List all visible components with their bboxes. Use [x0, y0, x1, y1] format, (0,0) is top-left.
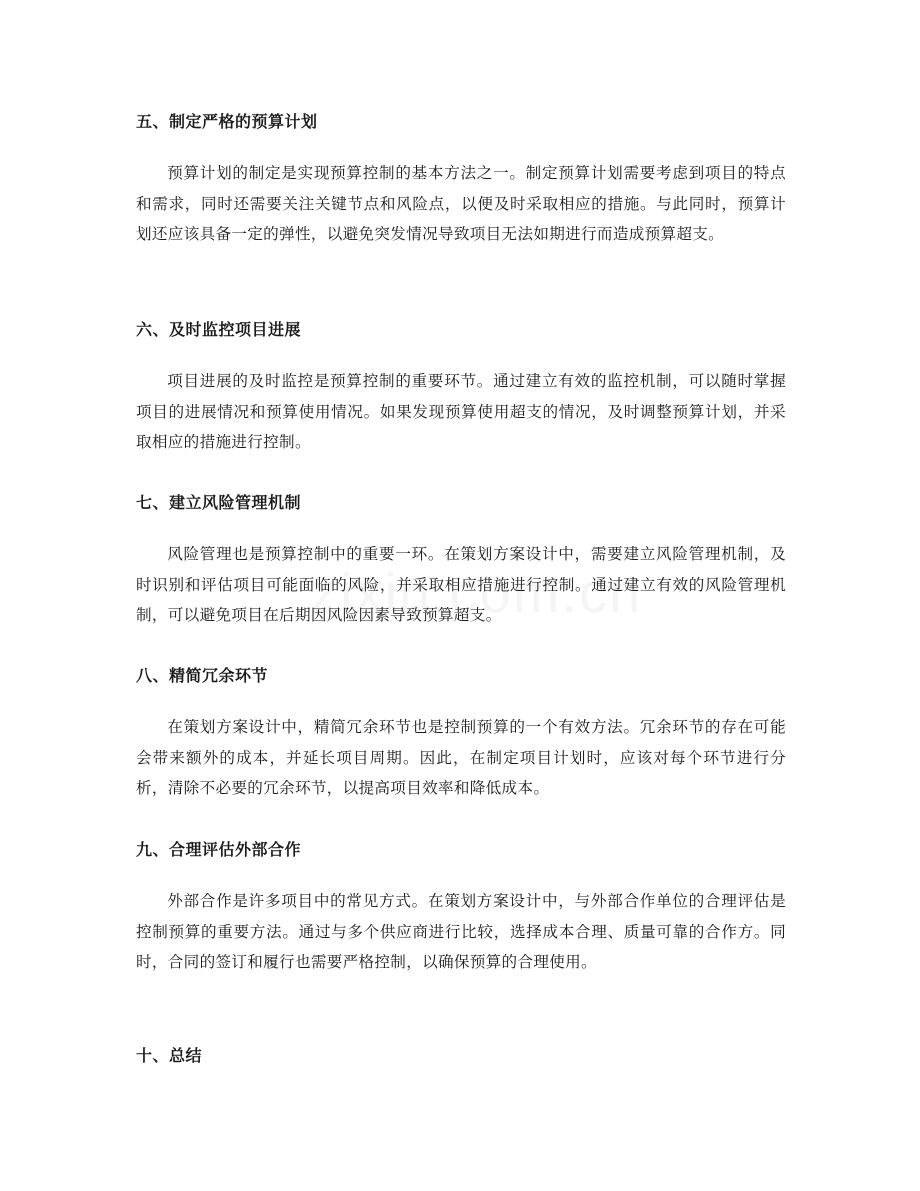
section-paragraph: 风险管理也是预算控制中的重要一环。在策划方案设计中，需要建立风险管理机制，及时识别和评估项目可能面临的风险，并采取相应措施进行控制。通过建立有效的风险管理机制，可以避免项目在后期因风险因素导致预算超支。	[136, 545, 786, 624]
section-10	[136, 1044, 786, 1068]
section-heading: 七、建立风险管理机制	[136, 493, 302, 512]
section-heading: 八、精简冗余环节	[136, 666, 269, 685]
section-paragraph: 外部合作是许多项目中的常见方式。在策划方案设计中，与外部合作单位的合理评估是控制预算的重要方法。通过与多个供应商进行比较，选择成本合理、质量可靠的合作方。同时，合同的签订和履行也需要严格控制，以确保预算的合理使用。	[136, 892, 786, 971]
section-heading: 九、合理评估外部合作	[136, 840, 302, 859]
section-8	[136, 664, 786, 804]
section-paragraph: 在策划方案设计中，精简冗余环节也是控制预算的一个有效方法。冗余环节的存在可能会带来额外的成本，并延长项目周期。因此，在制定项目计划时，应该对每个环节进行分析，清除不必要的冗余环节，以提高项目效率和降低成本。	[136, 718, 786, 797]
section-heading: 五、制定严格的预算计划	[136, 112, 318, 131]
section-paragraph: 预算计划的制定是实现预算控制的基本方法之一。制定预算计划需要考虑到项目的特点和需求，同时还需要关注关键节点和风险点，以便及时采取相应的措施。与此同时，预算计划还应该具备一定的弹性，以避免突发情况导致项目无法如期进行而造成预算超支。	[136, 164, 786, 243]
section-6	[136, 318, 786, 458]
section-heading: 十、总结	[136, 1046, 203, 1065]
section-7	[136, 491, 786, 631]
section-heading: 六、及时监控项目进展	[136, 320, 302, 339]
section-paragraph: 项目进展的及时监控是预算控制的重要环节。通过建立有效的监控机制，可以随时掌握项目的进展情况和预算使用情况。如果发现预算使用超支的情况，及时调整预算计划，并采取相应的措施进行控制。	[136, 372, 786, 451]
section-9	[136, 838, 786, 978]
section-5	[136, 110, 786, 250]
